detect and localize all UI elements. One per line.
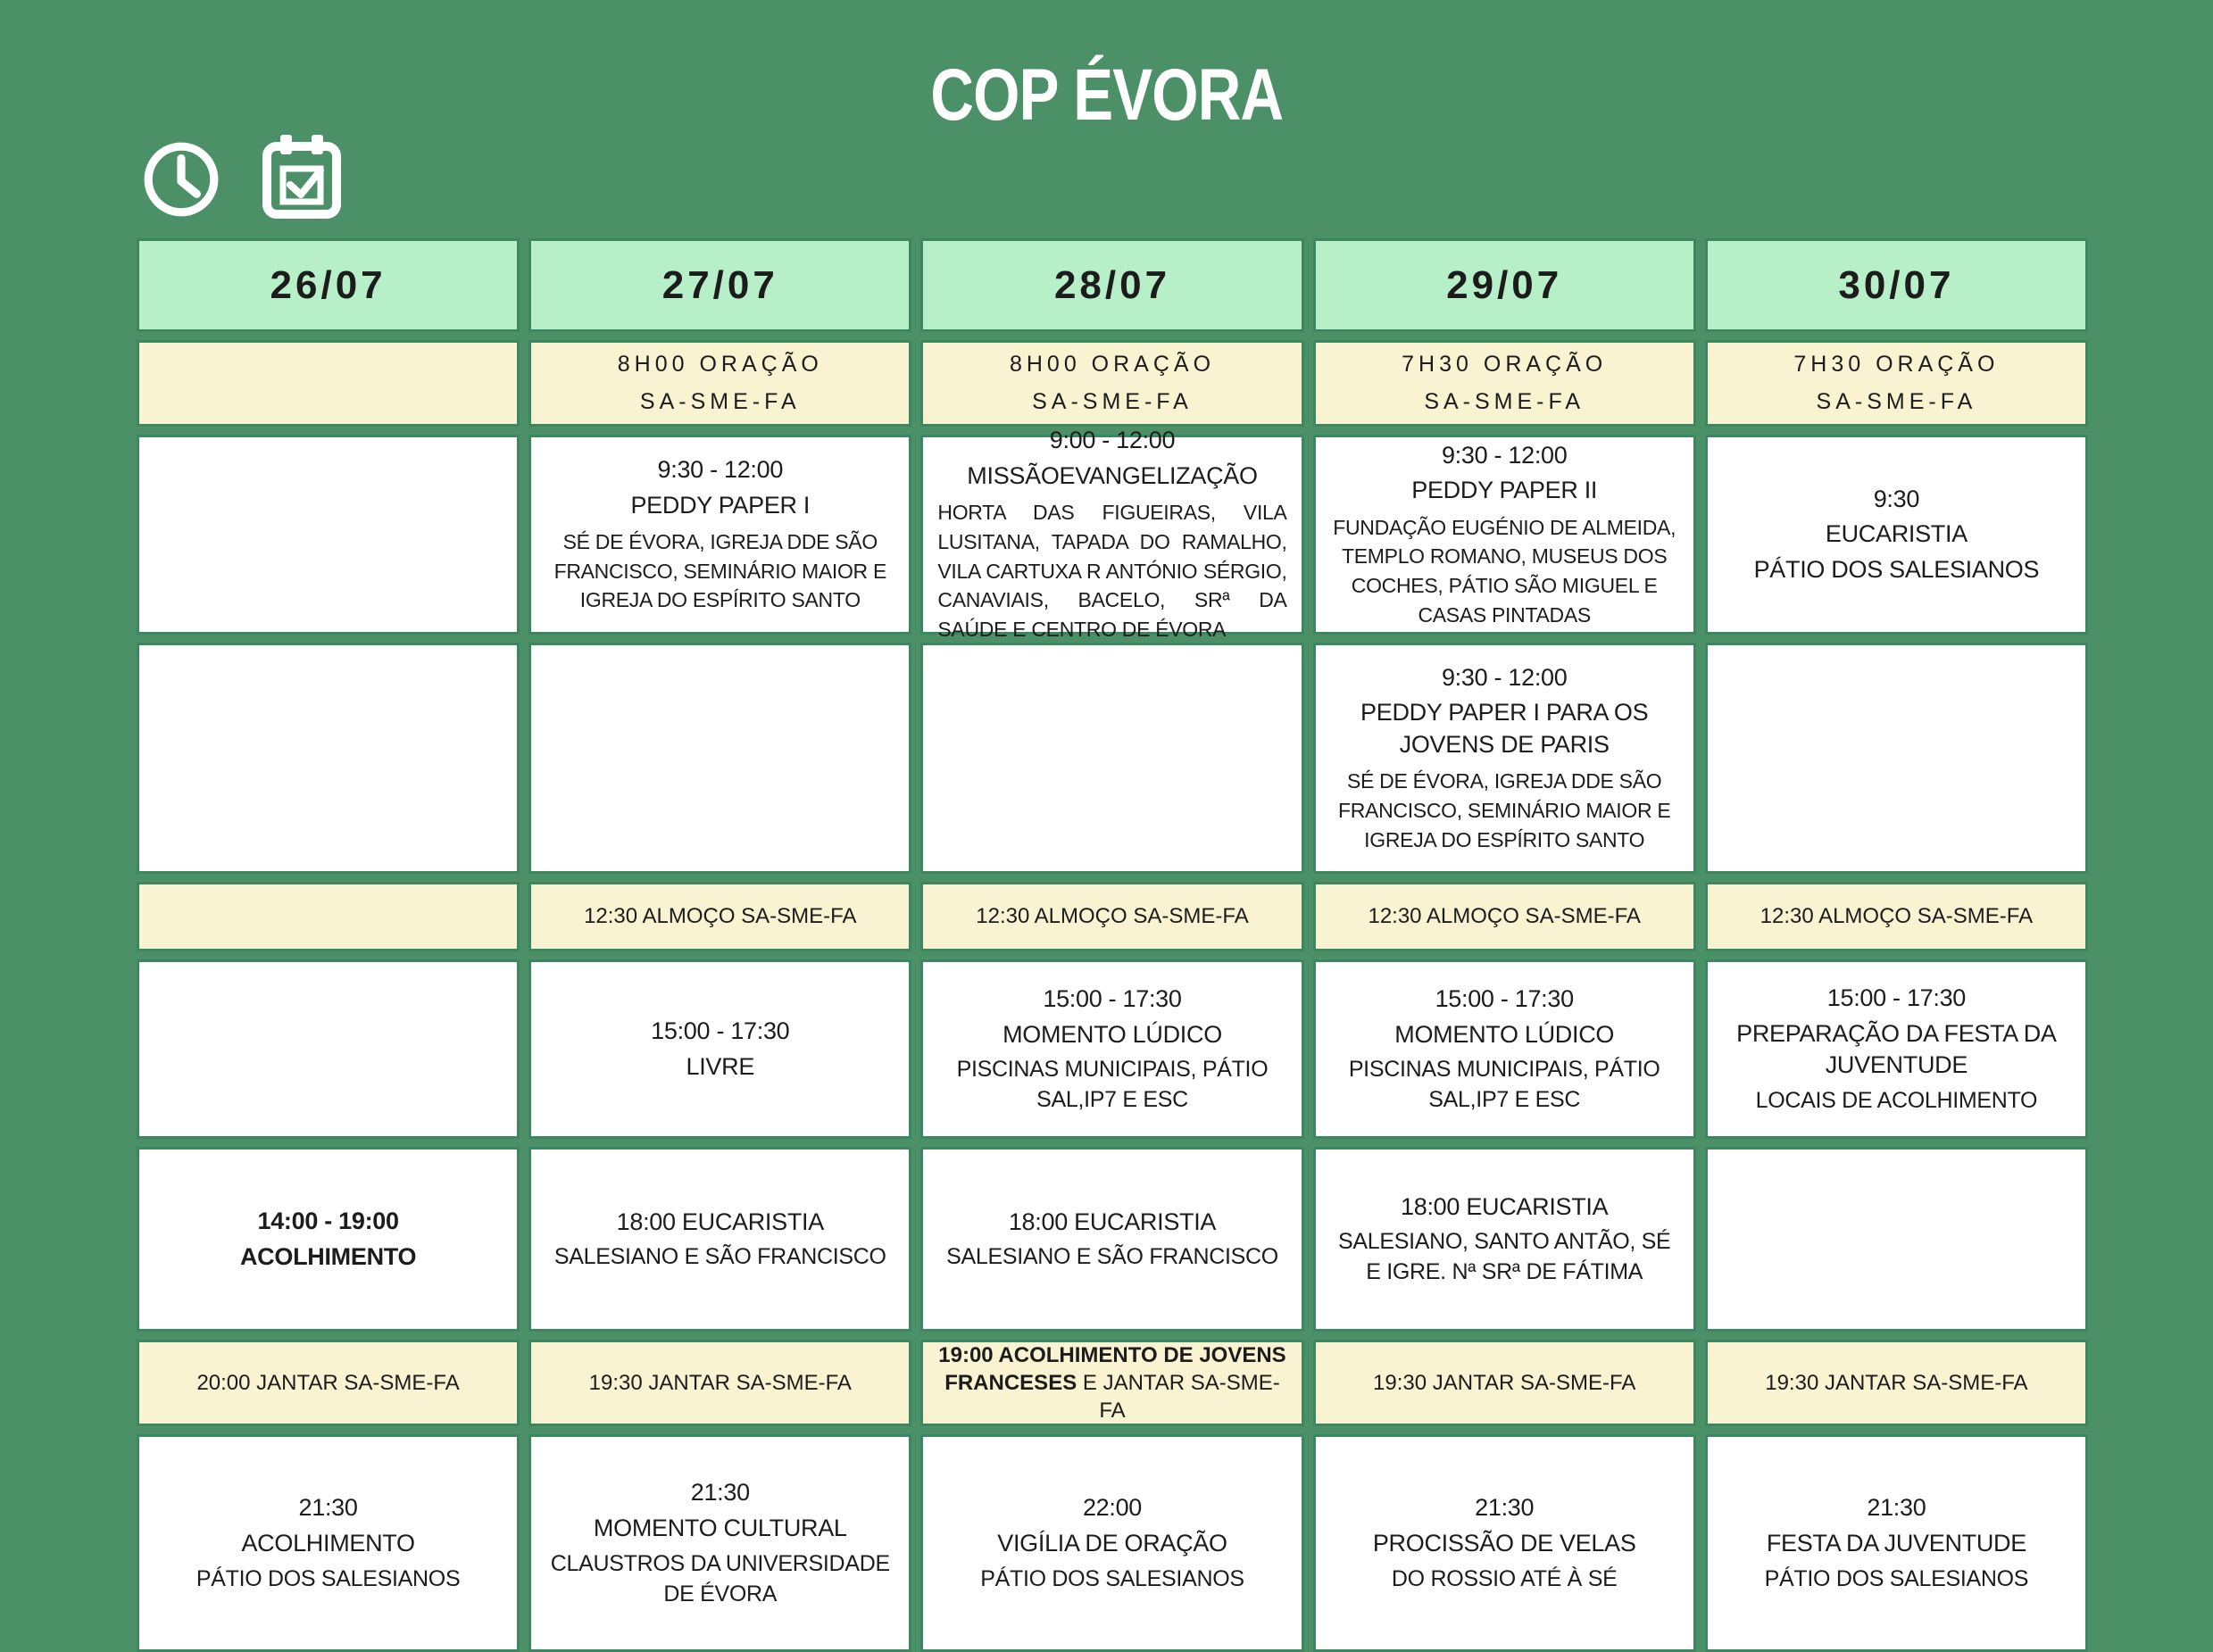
event-time: 8H00 ORAÇÃO	[617, 352, 823, 377]
event-time: 21:30	[1867, 1494, 1926, 1522]
cell-27-07-noite	[528, 1434, 911, 1652]
date-label: 29/07	[1446, 262, 1563, 307]
meal-label-bold: 19:00 ACOLHIMENTO DE JOVENS FRANCESES	[938, 1342, 1286, 1395]
event-location: PISCINAS MUNICIPAIS, PÁTIO SAL,IP7 E ESC	[1348, 1057, 1660, 1113]
event-time: 7H30 ORAÇÃO	[1793, 352, 2000, 377]
cell-30-07-manha-2	[1705, 643, 2088, 874]
event-title: MISSÃOEVANGELIZAÇÃO	[967, 461, 1258, 489]
cell-29-07-fim-de-tarde	[1313, 1147, 1696, 1332]
event-location: SALESIANO, SANTO ANTÃO, SÉ E IGRE. Nª SRª DE FÁTIMA	[1337, 1229, 1671, 1285]
cell-30-07-noite	[1705, 1434, 2088, 1652]
date-label: 27/07	[661, 262, 778, 307]
event-time: 9:30 - 12:00	[1441, 441, 1568, 469]
event-title: PREPARAÇÃO DA FESTA DA JUVENTUDE	[1736, 1019, 2057, 1079]
meal-label: 19:30 JANTAR SA-SME-FA	[1765, 1370, 2028, 1395]
meal-label	[937, 1341, 1286, 1425]
event-time: 21:30	[298, 1494, 358, 1522]
event-location: SALESIANO E SÃO FRANCISCO	[553, 1244, 886, 1270]
cell-27-07-manha-2	[528, 643, 911, 874]
cell-29-07-tarde	[1313, 959, 1696, 1139]
event-title: VIGÍLIA DE ORAÇÃO	[997, 1530, 1227, 1557]
event-time: 9:30	[1873, 485, 1920, 512]
event-time: 15:00 - 17:30	[1043, 984, 1182, 1012]
event-location: LOCAIS DE ACOLHIMENTO	[1755, 1087, 2038, 1113]
cell-29-07-jantar	[1313, 1340, 1696, 1426]
schedule-table	[137, 238, 2088, 1652]
cell-28-07-noite	[920, 1434, 1303, 1652]
event-time: 22:00	[1082, 1494, 1143, 1522]
event-time: 18:00 EUCARISTIA	[616, 1208, 824, 1235]
meal-label: 12:30 ALMOÇO SA-SME-FA	[584, 904, 857, 929]
event-title: PEDDY PAPER II	[1411, 477, 1598, 504]
event-title: ACOLHIMENTO	[239, 1242, 417, 1270]
calendar-check-icon	[261, 134, 343, 224]
page-title	[0, 54, 2213, 137]
cell-26-07-fim-de-tarde	[137, 1147, 520, 1332]
event-location: PÁTIO DOS SALESIANOS	[980, 1565, 1244, 1591]
event-time: 21:30	[1475, 1494, 1535, 1522]
cell-27-07-fim-de-tarde	[528, 1147, 911, 1332]
event-time: 8H00 ORAÇÃO	[1009, 352, 1216, 377]
date-header-30-07	[1705, 238, 2088, 332]
cell-27-07-tarde	[528, 959, 911, 1139]
date-header-27-07	[528, 238, 911, 332]
meal-label: 19:30 JANTAR SA-SME-FA	[588, 1370, 852, 1395]
event-title: PEDDY PAPER I PARA OS JOVENS DE PARIS	[1360, 699, 1649, 758]
cell-29-07-manha	[1313, 435, 1696, 635]
cell-28-07-oracao	[920, 340, 1303, 427]
cell-30-07-jantar	[1705, 1340, 2088, 1426]
event-time: 15:00 - 17:30	[1435, 984, 1574, 1012]
meal-label-regular: E JANTAR SA-SME-FA	[1077, 1370, 1280, 1424]
cell-26-07-noite	[137, 1434, 520, 1652]
event-title: FESTA DA JUVENTUDE	[1766, 1530, 2026, 1557]
event-location: PÁTIO DOS SALESIANOS	[1753, 555, 2040, 583]
event-title: MOMENTO LÚDICO	[1003, 1020, 1222, 1048]
date-label: 30/07	[1838, 262, 1955, 307]
date-header-28-07	[920, 238, 1303, 332]
event-group: SA-SME-FA	[1816, 388, 1977, 414]
event-location: PÁTIO DOS SALESIANOS	[1764, 1565, 2029, 1591]
event-title: MOMENTO CULTURAL	[593, 1515, 847, 1541]
event-location: PÁTIO DOS SALESIANOS	[196, 1565, 461, 1591]
cell-28-07-jantar	[920, 1340, 1303, 1426]
cell-28-07-fim-de-tarde	[920, 1147, 1303, 1332]
date-label: 28/07	[1053, 262, 1171, 307]
cell-26-07-almoco	[137, 882, 520, 951]
event-time: 15:00 - 17:30	[651, 1017, 790, 1044]
event-time: 7H30 ORAÇÃO	[1402, 352, 1608, 377]
cell-28-07-almoco	[920, 882, 1303, 951]
cell-26-07-oracao	[137, 340, 520, 427]
event-location: DO ROSSIO ATÉ À SÉ	[1391, 1565, 1618, 1591]
event-title: LIVRE	[686, 1052, 755, 1080]
meal-label: 19:30 JANTAR SA-SME-FA	[1373, 1370, 1636, 1395]
event-group: SA-SME-FA	[1424, 388, 1585, 414]
event-location: SÉ DE ÉVORA, IGREJA DDE SÃO FRANCISCO, SEMINÁRIO MAIOR E IGREJA DO ESPÍRITO SANTO	[1337, 769, 1671, 851]
cell-29-07-almoco	[1313, 882, 1696, 951]
event-group: SA-SME-FA	[1032, 388, 1193, 414]
cell-26-07-manha	[137, 435, 520, 635]
event-time: 14:00 - 19:00	[257, 1207, 399, 1234]
cell-28-07-manha-2	[920, 643, 1303, 874]
event-time: 9:00 - 12:00	[1049, 427, 1176, 454]
cell-27-07-almoco	[528, 882, 911, 951]
event-group: SA-SME-FA	[639, 388, 801, 414]
cell-26-07-manha-2	[137, 643, 520, 874]
header-icons	[141, 134, 343, 224]
cell-30-07-oracao	[1705, 340, 2088, 427]
cell-30-07-tarde	[1705, 959, 2088, 1139]
cell-27-07-jantar	[528, 1340, 911, 1426]
cell-30-07-fim-de-tarde	[1705, 1147, 2088, 1332]
cell-29-07-manha-2	[1313, 643, 1696, 874]
cell-28-07-manha	[920, 427, 1303, 642]
event-time: 21:30	[690, 1479, 750, 1507]
cell-26-07-jantar	[137, 1340, 520, 1426]
event-location: SALESIANO E SÃO FRANCISCO	[946, 1244, 1278, 1270]
cell-29-07-noite	[1313, 1434, 1696, 1652]
event-time: 15:00 - 17:30	[1826, 984, 1967, 1012]
cell-30-07-manha	[1705, 435, 2088, 635]
date-header-26-07	[137, 238, 520, 332]
event-time: 9:30 - 12:00	[1441, 663, 1568, 691]
event-location: HORTA DAS FIGUEIRAS, VILA LUSITANA, TAPADA DO RAMALHO, VILA CARTUXA R ANTÓNIO SÉRGIO, CANAVIAIS, BACELO, SRª DA SAÚDE E CENTRO DE ÉVORA	[937, 501, 1287, 642]
event-title: ACOLHIMENTO	[241, 1530, 415, 1557]
meal-label: 20:00 JANTAR SA-SME-FA	[196, 1370, 460, 1395]
event-location: PISCINAS MUNICIPAIS, PÁTIO SAL,IP7 E ESC	[956, 1057, 1269, 1113]
page-title-text: COP ÉVORA	[930, 54, 1283, 136]
cell-30-07-almoco	[1705, 882, 2088, 951]
meal-label: 12:30 ALMOÇO SA-SME-FA	[1368, 904, 1641, 929]
date-header-29-07	[1313, 238, 1696, 332]
event-location: FUNDAÇÃO EUGÉNIO DE ALMEIDA, TEMPLO ROMANO, MUSEUS DOS COCHES, PÁTIO SÃO MIGUEL E CASAS PINTADAS	[1333, 515, 1676, 627]
cell-29-07-oracao	[1313, 340, 1696, 427]
cell-27-07-oracao	[528, 340, 911, 427]
cell-27-07-manha	[528, 435, 911, 635]
event-title: EUCARISTIA	[1825, 520, 1968, 548]
event-title: MOMENTO LÚDICO	[1394, 1020, 1615, 1048]
event-title: PEDDY PAPER I	[630, 491, 811, 519]
event-time: 18:00 EUCARISTIA	[1008, 1208, 1217, 1235]
event-title: PROCISSÃO DE VELAS	[1372, 1530, 1636, 1557]
meal-label: 12:30 ALMOÇO SA-SME-FA	[1760, 904, 2034, 929]
cell-28-07-tarde	[920, 959, 1303, 1139]
meal-label: 12:30 ALMOÇO SA-SME-FA	[976, 904, 1249, 929]
clock-icon	[141, 139, 221, 224]
date-label: 26/07	[270, 262, 387, 307]
event-time: 18:00 EUCARISTIA	[1401, 1192, 1609, 1220]
event-location: CLAUSTROS DA UNIVERSIDADE DE ÉVORA	[550, 1550, 890, 1606]
cell-26-07-tarde	[137, 959, 520, 1139]
event-location: SÉ DE ÉVORA, IGREJA DDE SÃO FRANCISCO, SEMINÁRIO MAIOR E IGREJA DO ESPÍRITO SANTO	[553, 530, 886, 612]
event-time: 9:30 - 12:00	[657, 455, 784, 483]
